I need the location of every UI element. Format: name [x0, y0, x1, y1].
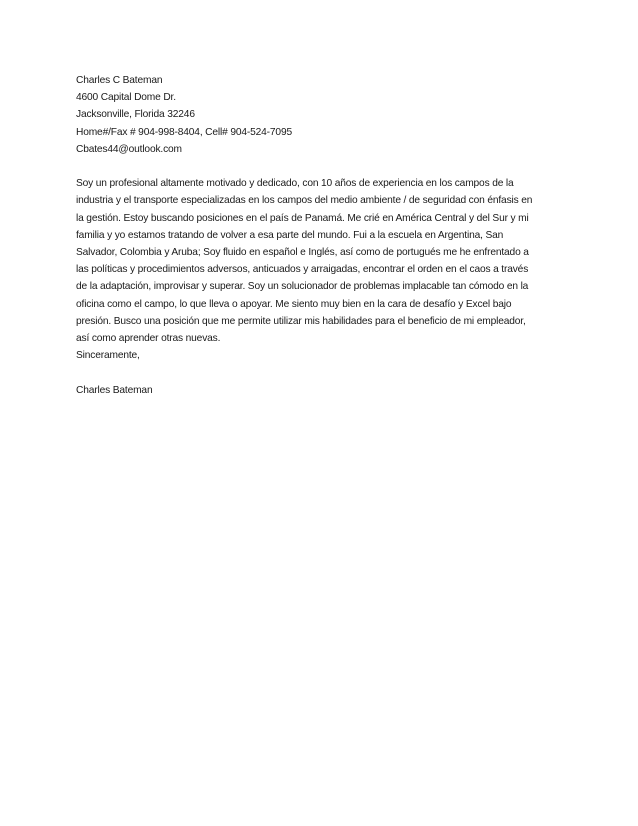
body-line: familia y yo estamos tratando de volver a esa parte del mundo. Fui a la escuela en Argentina, San — [76, 229, 504, 241]
body-line: presión. Busco una posición que me permite utilizar mis habilidades para el beneficio de mi empleador, — [76, 315, 526, 327]
sender-phone: Home#/Fax # 904-998-8404, Cell# 904-524-7095 — [76, 126, 292, 138]
body-line: así como aprender otras nuevas. — [76, 333, 221, 345]
closing: Sinceramente, — [76, 350, 140, 362]
signature: Charles Bateman — [76, 384, 153, 396]
body-line: Salvador, Colombia y Aruba; Soy fluido en español e Inglés, así como de portugués me he enfrentado a — [76, 247, 529, 259]
letter-body — [76, 175, 566, 347]
body-line: industria y el transporte especializadas en los campos del medio ambiente / de seguridad con énfasis en — [76, 195, 533, 207]
body-line: de la adaptación, improvisar y superar. Soy un solucionador de problemas implacable tan cómodo en la — [76, 281, 529, 293]
spacer — [76, 158, 566, 175]
body-line: oficina como el campo, lo que lleva o apoyar. Me siento muy bien en la cara de desafío y Excel bajo — [76, 298, 512, 310]
sender-city-state-zip: Jacksonville, Florida 32246 — [76, 109, 195, 121]
spacer — [76, 364, 566, 381]
cover-letter — [76, 72, 566, 399]
sender-email: Cbates44@outlook.com — [76, 143, 182, 155]
body-line: Soy un profesional altamente motivado y dedicado, con 10 años de experiencia en los campos de la — [76, 178, 514, 190]
body-line: las políticas y procedimientos adversos, anticuados y arraigadas, encontrar el orden en el caos a través — [76, 264, 529, 276]
body-line: la gestión. Estoy buscando posiciones en el país de Panamá. Me crié en América Central y del Sur y mi — [76, 212, 529, 224]
sender-address: 4600 Capital Dome Dr. — [76, 92, 176, 104]
sender-block — [76, 72, 566, 158]
sender-name: Charles C Bateman — [76, 75, 163, 86]
